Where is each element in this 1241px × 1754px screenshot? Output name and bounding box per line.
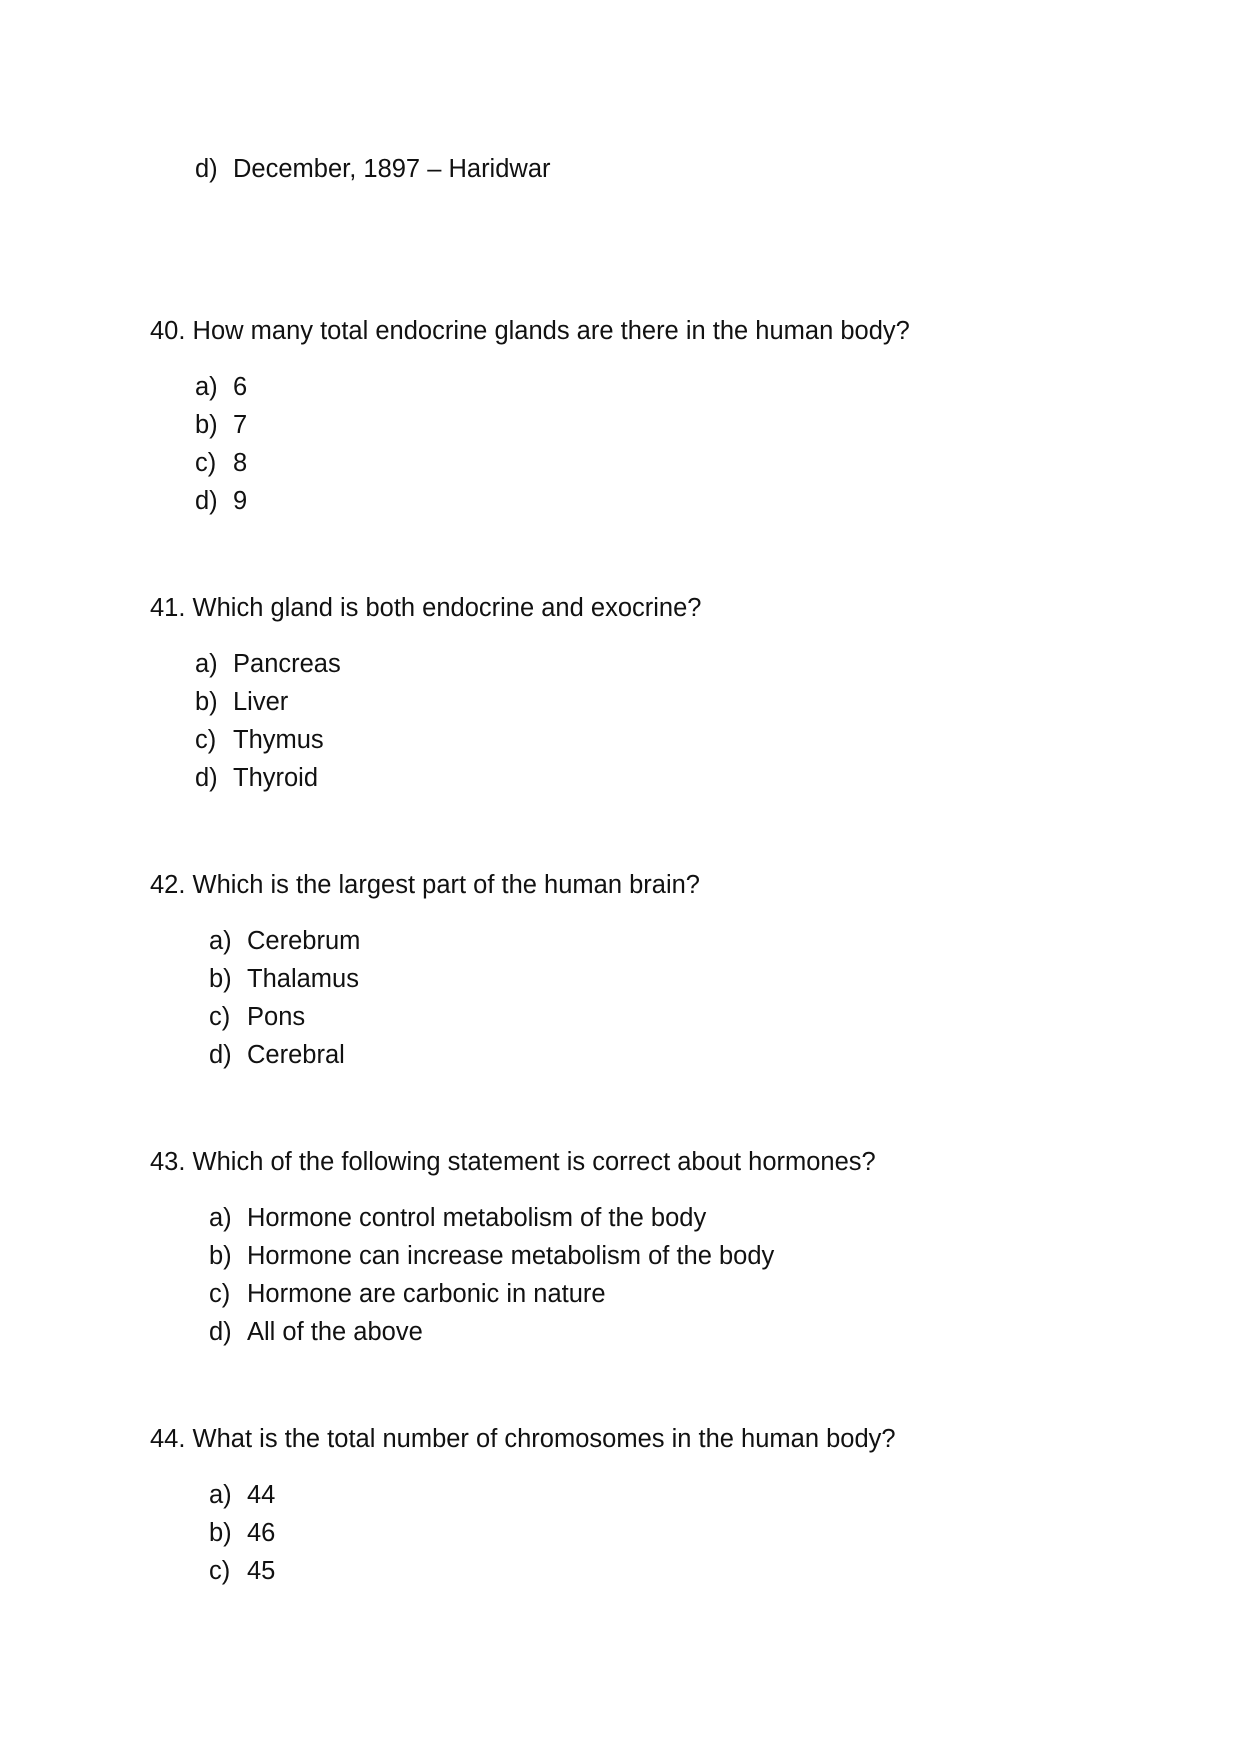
options-list [209,1476,896,1590]
option-item [209,922,700,960]
question-prompt: What is the total number of chromosomes in the human body? [192,1425,896,1453]
option-letter: a) [195,373,218,401]
option-letter: d) [195,487,218,515]
options-list [195,645,701,797]
option-letter: c) [195,449,217,477]
option-item [209,1476,896,1514]
question-prompt: How many total endocrine glands are there in the human body? [192,317,910,345]
option-text: 46 [247,1519,276,1547]
question-number: 44. [150,1425,186,1453]
option-item [209,1514,896,1552]
question-block-44 [150,1422,896,1590]
option-letter: a) [209,927,232,955]
question-block-41 [150,591,701,797]
option-letter: b) [195,411,218,439]
option-item [209,1036,700,1074]
question-block-42 [150,868,700,1074]
option-item [209,1237,876,1275]
option-text: Liver [233,688,289,716]
option-text: Cerebral [247,1041,345,1069]
option-text: Hormone control metabolism of the body [247,1204,707,1232]
option-item [209,1199,876,1237]
question-number: 41. [150,594,186,622]
option-item [195,759,701,797]
question-number: 43. [150,1148,186,1176]
option-letter: d) [195,155,218,183]
option-item [195,482,910,520]
option-text: Thyroid [233,764,319,792]
option-letter: c) [209,1557,231,1585]
option-item [209,960,700,998]
option-letter: d) [195,764,218,792]
option-letter: a) [209,1481,232,1509]
option-item [195,683,701,721]
option-text: 45 [247,1557,276,1585]
option-text: Thalamus [247,965,359,993]
option-item [209,1275,876,1313]
question-block-43 [150,1145,876,1351]
option-text: 9 [233,487,248,515]
option-letter: a) [209,1204,232,1232]
option-text: 8 [233,449,248,477]
question-prompt: Which of the following statement is correct about hormones? [192,1148,876,1176]
option-letter: b) [209,965,232,993]
option-item [195,444,910,482]
option-text: All of the above [247,1318,423,1346]
question-block-40 [150,314,910,520]
option-letter: c) [209,1280,231,1308]
option-letter: b) [209,1242,232,1270]
option-text: 44 [247,1481,276,1509]
option-text: Cerebrum [247,927,361,955]
option-item [195,368,910,406]
option-text: Hormone are carbonic in nature [247,1280,606,1308]
question-text [150,591,701,625]
question-prompt: Which gland is both endocrine and exocrine? [192,594,702,622]
option-letter: d) [209,1041,232,1069]
option-letter: b) [209,1519,232,1547]
option-letter: c) [209,1003,231,1031]
option-item [209,998,700,1036]
option-item [195,721,701,759]
options-list [209,922,700,1074]
question-text [150,1145,876,1179]
carryover-option [195,150,551,188]
options-list [195,368,910,520]
option-letter: a) [195,650,218,678]
option-letter: b) [195,688,218,716]
option-text: 7 [233,411,248,439]
question-number: 40. [150,317,186,345]
question-text [150,1422,896,1456]
option-text: Pons [247,1003,306,1031]
option-text: December, 1897 – Haridwar [233,155,551,183]
option-item [195,645,701,683]
question-text [150,314,910,348]
question-text [150,868,700,902]
options-list [209,1199,876,1351]
option-letter: c) [195,726,217,754]
option-text: Hormone can increase metabolism of the body [247,1242,775,1270]
question-number: 42. [150,871,186,899]
option-text: Pancreas [233,650,341,678]
option-item [209,1552,896,1590]
option-text: 6 [233,373,248,401]
option-item [209,1313,876,1351]
option-letter: d) [209,1318,232,1346]
option-text: Thymus [233,726,324,754]
option-item [195,406,910,444]
question-prompt: Which is the largest part of the human brain? [192,871,700,899]
option-item [195,150,551,188]
